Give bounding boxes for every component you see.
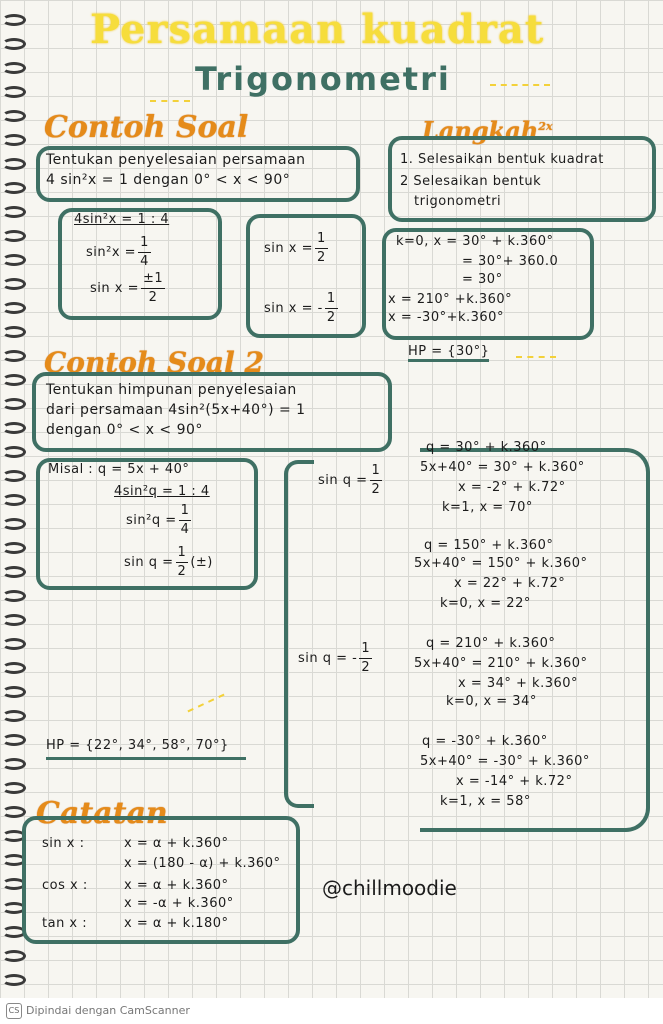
example2-d-line2: 5x+40° = 210° + k.360° bbox=[414, 656, 588, 671]
spiral-coil bbox=[2, 86, 26, 98]
example2-d-line3: x = 34° + k.360° bbox=[458, 676, 579, 691]
example1-step2: sin²x = $\frac{1}{4}$ bbox=[86, 235, 149, 269]
example2-question-line1: Tentukan himpunan penyelesaian bbox=[46, 382, 297, 398]
example1-result-3: = 30° bbox=[462, 272, 503, 287]
example1-step1: 4sin²x = 1 : 4 bbox=[74, 212, 170, 227]
spiral-coil bbox=[2, 134, 26, 146]
spiral-coil bbox=[2, 662, 26, 674]
spiral-coil bbox=[2, 230, 26, 242]
example1-result-1: k=0, x = 30° + k.360° bbox=[396, 234, 554, 249]
steps-heading: Langkah$^{2x}$ bbox=[422, 116, 553, 145]
spiral-coil bbox=[2, 806, 26, 818]
spiral-coil bbox=[2, 350, 26, 362]
spiral-coil bbox=[2, 686, 26, 698]
decorative-dash bbox=[150, 100, 190, 102]
spiral-coil bbox=[2, 566, 26, 578]
spiral-coil bbox=[2, 614, 26, 626]
example2-e-line4: k=1, x = 58° bbox=[440, 794, 531, 809]
notes-cos-rule1: x = α + k.360° bbox=[124, 878, 229, 893]
example2-a-line3: x = -2° + k.72° bbox=[458, 480, 566, 495]
example2-step1: 4sin²q = 1 : 4 bbox=[114, 484, 210, 499]
page-title: Persamaan kuadrat bbox=[90, 6, 545, 53]
example1-heading: Contoh Soal bbox=[44, 110, 249, 145]
example2-case-bracket bbox=[284, 460, 314, 808]
example2-substitution: Misal : q = 5x + 40° bbox=[48, 462, 190, 477]
spiral-coil bbox=[2, 302, 26, 314]
example1-result-5: x = -30°+k.360° bbox=[388, 310, 504, 325]
camscanner-logo-icon: CS bbox=[6, 1003, 22, 1019]
example1-result-4: x = 210° +k.360° bbox=[388, 292, 513, 307]
spiral-coil bbox=[2, 542, 26, 554]
notes-sin-label: sin x : bbox=[42, 836, 85, 851]
spiral-coil bbox=[2, 494, 26, 506]
example2-e-line3: x = -14° + k.72° bbox=[456, 774, 573, 789]
example1-result-2: = 30°+ 360.0 bbox=[462, 254, 559, 269]
example2-solution-set: HP = {22°, 34°, 58°, 70°} bbox=[46, 738, 246, 760]
example2-d-line1: q = 210° + k.360° bbox=[426, 636, 556, 651]
example2-question-line3: dengan 0° < x < 90° bbox=[46, 422, 203, 438]
steps-item-1: 1. Selesaikan bentuk kuadrat bbox=[400, 152, 604, 167]
spiral-coil bbox=[2, 782, 26, 794]
example2-a-line2: 5x+40° = 30° + k.360° bbox=[420, 460, 585, 475]
notes-cos-label: cos x : bbox=[42, 878, 88, 893]
example2-case-positive: sin q = $\frac{1}{2}$ bbox=[318, 463, 381, 497]
notes-tan-rule1: x = α + k.180° bbox=[124, 916, 229, 931]
spiral-coil bbox=[2, 62, 26, 74]
example2-case-negative: sin q = - $\frac{1}{2}$ bbox=[298, 641, 371, 675]
example1-step3: sin x = $\frac{\pm 1}{2}$ bbox=[90, 271, 164, 305]
example1-question-line2: 4 sin²x = 1 dengan 0° < x < 90° bbox=[46, 172, 291, 188]
notes-sin-rule2: x = (180 - α) + k.360° bbox=[124, 856, 281, 871]
steps-item-3: trigonometri bbox=[414, 194, 502, 209]
notes-heading: Catatan bbox=[36, 796, 168, 831]
spiral-coil bbox=[2, 38, 26, 50]
spiral-coil bbox=[2, 374, 26, 386]
spiral-coil bbox=[2, 14, 26, 26]
example2-b-line3: x = 22° + k.72° bbox=[454, 576, 566, 591]
example2-d-line4: k=0, x = 34° bbox=[446, 694, 537, 709]
spiral-coil bbox=[2, 470, 26, 482]
notes-sin-rule1: x = α + k.360° bbox=[124, 836, 229, 851]
example2-step3: sin q = $\frac{1}{2}$ (±) bbox=[124, 545, 213, 579]
notes-tan-label: tan x : bbox=[42, 916, 88, 931]
example2-a-line4: k=1, x = 70° bbox=[442, 500, 533, 515]
decorative-dash bbox=[490, 84, 550, 86]
spiral-coil bbox=[2, 254, 26, 266]
example2-question-line2: dari persamaan 4sin²(5x+40°) = 1 bbox=[46, 402, 306, 418]
spiral-coil bbox=[2, 110, 26, 122]
example2-step2: sin²q = $\frac{1}{4}$ bbox=[126, 503, 190, 537]
author-handle: @chillmoodie bbox=[322, 876, 457, 900]
spiral-coil bbox=[2, 278, 26, 290]
spiral-coil bbox=[2, 446, 26, 458]
spiral-coil bbox=[2, 182, 26, 194]
example2-b-line4: k=0, x = 22° bbox=[440, 596, 531, 611]
spiral-coil bbox=[2, 326, 26, 338]
spiral-coil bbox=[2, 950, 26, 962]
example1-question-line1: Tentukan penyelesaian persamaan bbox=[46, 152, 306, 168]
example1-sin-negative: sin x = - $\frac{1}{2}$ bbox=[264, 291, 336, 325]
example1-sin-positive: sin x = $\frac{1}{2}$ bbox=[264, 231, 326, 265]
example2-heading: Contoh Soal 2 bbox=[44, 346, 264, 379]
decorative-dash bbox=[516, 356, 556, 358]
steps-item-2: 2 Selesaikan bentuk bbox=[400, 174, 542, 189]
scanner-footer bbox=[0, 998, 663, 1024]
page-subtitle: Trigonometri bbox=[195, 60, 451, 98]
spiral-coil bbox=[2, 398, 26, 410]
example2-e-line1: q = -30° + k.360° bbox=[422, 734, 548, 749]
example1-solution-set: HP = {30°} bbox=[408, 344, 489, 362]
spiral-coil bbox=[2, 734, 26, 746]
spiral-coil bbox=[2, 638, 26, 650]
spiral-coil bbox=[2, 518, 26, 530]
decorative-dash bbox=[187, 694, 224, 713]
notes-cos-rule2: x = -α + k.360° bbox=[124, 896, 234, 911]
example2-b-line1: q = 150° + k.360° bbox=[424, 538, 554, 553]
scanner-watermark-text: Dipindai dengan CamScanner bbox=[26, 1004, 190, 1017]
example2-e-line2: 5x+40° = -30° + k.360° bbox=[420, 754, 590, 769]
spiral-coil bbox=[2, 710, 26, 722]
spiral-coil bbox=[2, 590, 26, 602]
spiral-coil bbox=[2, 758, 26, 770]
spiral-coil bbox=[2, 422, 26, 434]
example2-b-line2: 5x+40° = 150° + k.360° bbox=[414, 556, 588, 571]
spiral-coil bbox=[2, 974, 26, 986]
example2-a-line1: q = 30° + k.360° bbox=[426, 440, 547, 455]
spiral-coil bbox=[2, 206, 26, 218]
spiral-coil bbox=[2, 158, 26, 170]
